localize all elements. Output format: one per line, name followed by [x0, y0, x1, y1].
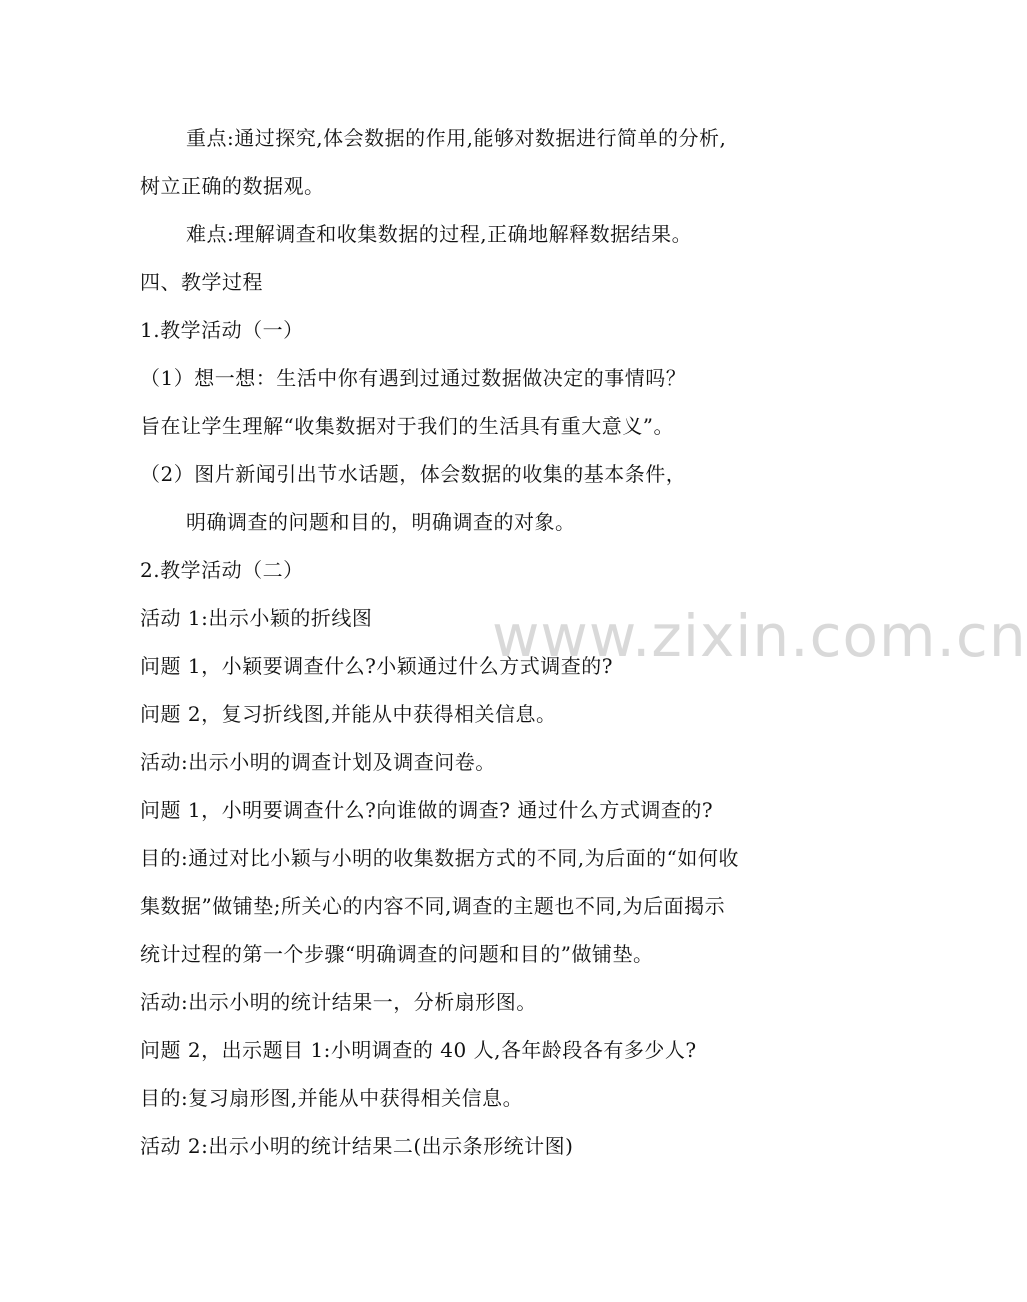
key-point-line: 重点:通过探究,体会数据的作用,能够对数据进行简单的分析,: [186, 126, 727, 150]
activity-line: 活动 2:出示小明的统计结果二(出示条形统计图): [140, 1134, 574, 1158]
difficulty-line: 难点:理解调查和收集数据的过程,正确地解释数据结果。: [186, 222, 693, 246]
question-line: 问题 2，出示题目 1:小明调查的 40 人,各年龄段各有多少人?: [140, 1038, 697, 1062]
activity-1-item-2: （2）图片新闻引出节水话题，体会数据的收集的基本条件，: [140, 462, 687, 486]
activity-1-item-2-continuation: 明确调查的问题和目的，明确调查的对象。: [186, 510, 576, 534]
activity-1-heading: 1.教学活动（一）: [140, 318, 304, 342]
purpose-line: 目的:复习扇形图,并能从中获得相关信息。: [140, 1086, 524, 1110]
activity-2-heading: 2.教学活动（二）: [140, 558, 304, 582]
activity-1-item-1: （1）想一想：生活中你有遇到过通过数据做决定的事情吗？: [140, 366, 687, 390]
watermark: www.zixin.com.cn: [492, 602, 1027, 670]
activity-line: 活动 1:出示小颖的折线图: [140, 606, 373, 630]
section-heading-teaching-process: 四、教学过程: [140, 270, 263, 294]
activity-line: 活动:出示小明的调查计划及调查问卷。: [140, 750, 496, 774]
activity-1-item-1-purpose: 旨在让学生理解“收集数据对于我们的生活具有重大意义”。: [140, 414, 674, 438]
question-line: 问题 1，小明要调查什么?向谁做的调查? 通过什么方式调查的?: [140, 798, 714, 822]
question-line: 问题 2，复习折线图,并能从中获得相关信息。: [140, 702, 557, 726]
activity-line: 活动:出示小明的统计结果一，分析扇形图。: [140, 990, 537, 1014]
key-point-continuation: 树立正确的数据观。: [140, 174, 325, 198]
purpose-continuation: 统计过程的第一个步骤“明确调查的问题和目的”做铺垫。: [140, 942, 654, 966]
purpose-continuation: 集数据”做铺垫;所关心的内容不同,调查的主题也不同,为后面揭示: [140, 894, 726, 918]
question-line: 问题 1，小颖要调查什么?小颖通过什么方式调查的?: [140, 654, 614, 678]
purpose-line: 目的:通过对比小颖与小明的收集数据方式的不同,为后面的“如何收: [140, 846, 739, 870]
